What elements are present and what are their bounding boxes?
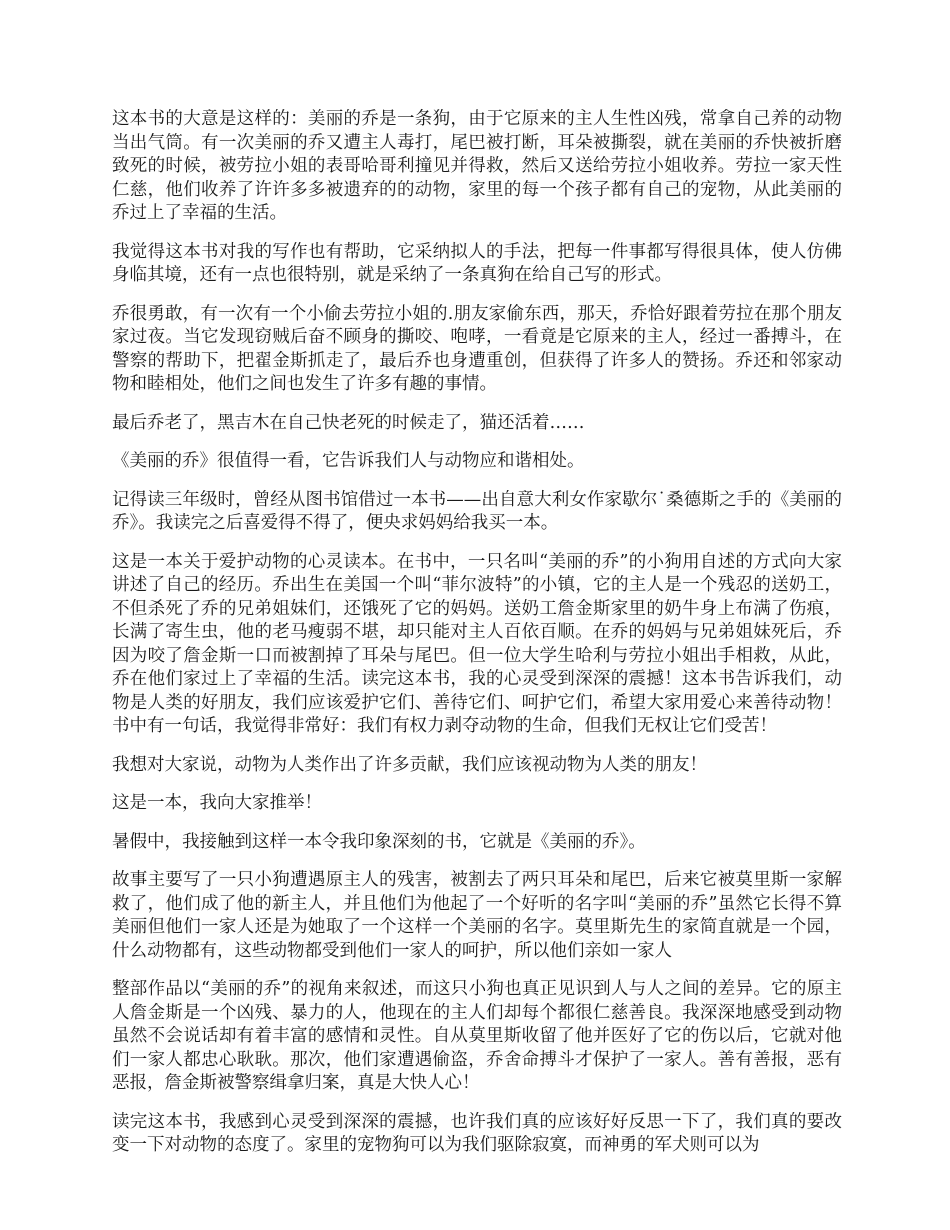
paragraph: 记得读三年级时，曾经从图书馆借过一本书——出自意大利女作家歇尔˙桑德斯之手的《美丽的乔》。我读完之后喜爱得不得了，便央求妈妈给我买一本。 <box>112 489 842 533</box>
paragraph: 整部作品以“美丽的乔”的视角来叙述，而这只小狗也真正见识到人与人之间的差异。它的原主人詹金斯是一个凶残、暴力的人，他现在的主人们却每个都很仁慈善良。我深深地感受到动物虽然不会说话却有着丰富的感情和灵性。自从莫里斯收留了他并医好了它的伤以后，它就对他们一家人都忠心耿耿。那次，他们家遭遇偷盗，乔舍命搏斗才保护了一家人。善有善报，恶有恶报，詹金斯被警察缉拿归案，真是大快人心！ <box>112 979 842 1093</box>
paragraph: 乔很勇敢，有一次有一个小偷去劳拉小姐的.朋友家偷东西，那天，乔恰好跟着劳拉在那个朋友家过夜。当它发现窃贼后奋不顾身的撕咬、咆哮，一看竟是它原来的主人，经过一番搏斗，在警察的帮助下，把翟金斯抓走了，最后乔也身遭重创，但获得了许多人的赞扬。乔还和邻家动物和睦相处，他们之间也发生了许多有趣的事情。 <box>112 303 842 394</box>
paragraph: 这是一本关于爱护动物的心灵读本。在书中，一只名叫“美丽的乔”的小狗用自述的方式向大家讲述了自己的经历。乔出生在美国一个叫“菲尔波特”的小镇，它的主人是一个残忍的送奶工，不但杀死了乔的兄弟姐妹们，还饿死了它的妈妈。送奶工詹金斯家里的奶牛身上布满了伤痕，长满了寄生虫，他的老马瘦弱不堪，却只能对主人百依百顺。在乔的妈妈与兄弟姐妹死后，乔因为咬了詹金斯一口而被割掉了耳朵与尾巴。但一位大学生哈利与劳拉小姐出手相救，从此，乔在他们家过上了幸福的生活。读完这本书，我的心灵受到深深的震撼！这本书告诉我们，动物是人类的好朋友，我们应该爱护它们、善待它们、呵护它们，希望大家用爱心来善待动物！书中有一句话，我觉得非常好：我们有权力剥夺动物的生命，但我们无权让它们受苦！ <box>112 551 842 736</box>
paragraph: 我觉得这本书对我的写作也有帮助，它采纳拟人的手法，把每一件事都写得很具体，使人仿佛身临其境，还有一点也很特别，就是采纳了一条真狗在给自己写的形式。 <box>112 241 842 285</box>
paragraph: 读完这本书，我感到心灵受到深深的震撼，也许我们真的应该好好反思一下了，我们真的要改变一下对动物的态度了。家里的宠物狗可以为我们驱除寂寞，而神勇的军犬则可以为 <box>112 1111 842 1155</box>
paragraph: 故事主要写了一只小狗遭遇原主人的残害，被割去了两只耳朵和尾巴，后来它被莫里斯一家解救了，他们成了他的新主人，并且他们为他起了一个好听的名字叫“美丽的乔”虽然它长得不算美丽但他们一家人还是为她取了一个这样一个美丽的名字。莫里斯先生的家简直就是一个园，什么动物都有，这些动物都受到他们一家人的呵护，所以他们亲如一家人 <box>112 870 842 961</box>
paragraph: 这本书的大意是这样的：美丽的乔是一条狗，由于它原来的主人生性凶残，常拿自己养的动物当出气筒。有一次美丽的乔又遭主人毒打，尾巴被打断，耳朵被撕裂，就在美丽的乔快被折磨致死的时候，被劳拉小姐的表哥哈哥利撞见并得救，然后又送给劳拉小姐收养。劳拉一家天性仁慈，他们收养了许许多多被遗弃的的动物，家里的每一个孩子都有自己的宠物，从此美丽的乔过上了幸福的生活。 <box>112 109 842 223</box>
paragraph: 《美丽的乔》很值得一看，它告诉我们人与动物应和谐相处。 <box>112 451 585 471</box>
paragraph: 暑假中，我接触到这样一本令我印象深刻的书，它就是《美丽的乔》。 <box>112 831 646 852</box>
paragraph: 最后乔老了，黑吉木在自己快老死的时候走了，猫还活着…… <box>112 412 585 433</box>
paragraph: 我想对大家说，动物为人类作出了许多贡献，我们应该视动物为人类的朋友！ <box>112 754 707 775</box>
document-body <box>112 108 842 1173</box>
paragraph: 这是一本，我向大家推举！ <box>112 793 322 813</box>
